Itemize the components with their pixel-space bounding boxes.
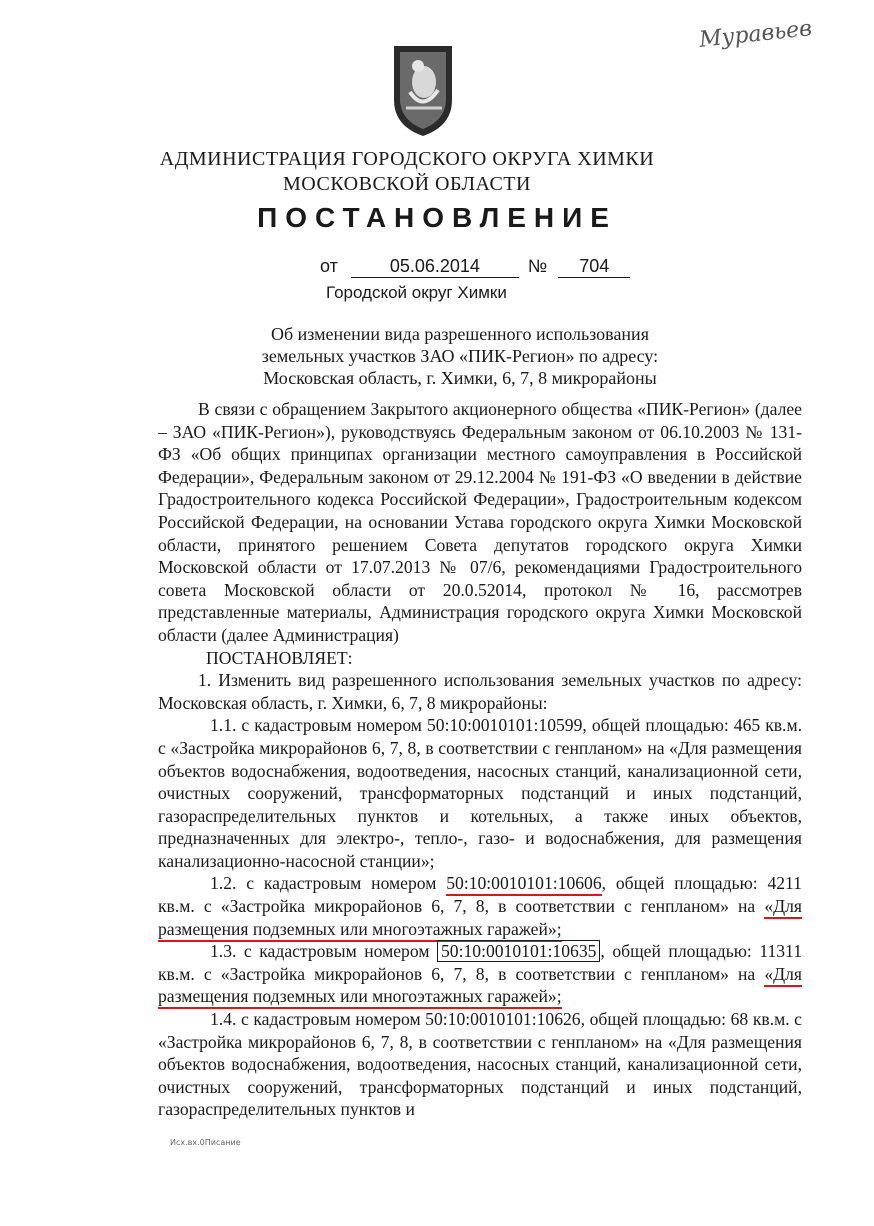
issuer-line-2: МОСКОВСКОЙ ОБЛАСТИ [283,173,531,195]
handwritten-note: Муравьев [697,16,813,53]
item-1-4: 1.4. с кадастровым номером 50:10:0010101:10626, общей площадью: 68 кв.м. с «Застройка микрорайонов 6, 7, 8, в соответствии с генпланом» на «Для размещения объектов водоснабжения, водоотведения, насосных станций, канализационной сети, очистных сооружений, трансформаторных подстанций и иных подстанций, газораспределительных пунктов и [158,1009,802,1120]
number-prefix: № [527,256,548,276]
document-body [158,398,802,1121]
item-1: 1. Изменить вид разрешенного использования земельных участков по адресу: Московская область, г. Химки, 6, 7, 8 микрорайоны: [158,670,802,713]
date-prefix: от [320,256,338,276]
date-number-line [320,256,630,278]
item-1-3-middle: , общей площадью: 11311 кв.м. с «Застройка микрорайонов 6, 7, 8, в соответствии с генпланом» на [158,941,802,984]
item-1-2-cadastral-number: 50:10:0010101:10606 [446,873,601,896]
issuer-line-1: АДМИНИСТРАЦИЯ ГОРОДСКОГО ОКРУГА ХИМКИ [159,148,655,170]
item-1-2-middle: , общей площадью: 4211 кв.м. с «Застройка микрорайонов 6, 7, 8, в соответствии с генпланом» на [158,873,802,917]
document-number: 704 [558,256,630,278]
subject-line-2: земельных участков ЗАО «ПИК-Регион» по адресу: [261,346,659,366]
item-1-3-new-use: «Для размещения подземных или многоэтажных гаражей»; [158,964,802,1010]
resolves-heading: ПОСТАНОВЛЯЕТ: [206,647,353,668]
document-title: ПОСТАНОВЛЕНИЕ [257,202,617,233]
item-1-1: 1.1. с кадастровым номером 50:10:0010101:10599, общей площадью: 465 кв.м. с «Застройка микрорайонов 6, 7, 8, в соответствии с генпланом» на «Для размещения объектов водоснабжения, водоотведения, насосных станций, канализационной сети, очистных сооружений, трансформаторных подстанций и иных подстанций, газораспределительных пунктов и котельных, а также иных объектов, предназначенных для электро-, тепло-, газо- и водоснабжения, для размещения канализационно-насосной станции»; [158,715,802,871]
item-1-3 [158,940,802,1008]
item-1-3-prefix: 1.3. с кадастровым номером [210,941,437,962]
preamble-paragraph: В связи с обращением Закрытого акционерного общества «ПИК-Регион» (далее – ЗАО «ПИК-Регион»), руководствуясь Федеральным законом от 06.10.2003 № 131-ФЗ «Об общих принципах организации местного самоуправления в Российской Федерации», Федеральным законом от 29.12.2004 № 191-ФЗ «О введении в действие Градостроительного кодекса Российской Федерации», Градостроительным кодексом Российской Федерации, на основании Устава городского округа Химки Московской области, принятого решением Совета депутатов городского округа Химки Московской области от 17.07.2013 № 07/6, рекомендациями Градостроительного совета Московской области от 20.0.52014, протокол № 16, рассмотрев представленные материалы, Администрация городского округа Химки Московской области (далее Администрация) [158,399,802,645]
item-1-2-new-use: «Для размещения подземных или многоэтажных гаражей»; [158,896,802,942]
subject-line-3: Московская область, г. Химки, 6, 7, 8 микрорайоны [263,368,657,388]
item-1-2-prefix: 1.2. с кадастровым номером [210,873,447,894]
item-1-3-cadastral-number: 50:10:0010101:10635 [437,940,600,962]
document-date: 05.06.2014 [351,256,519,278]
subject-heading [230,323,690,389]
coat-of-arms-emblem [388,42,458,138]
footer-note: Исх.вх.0Писание [170,1138,241,1147]
item-1-2 [158,872,802,940]
city-name: Городской округ Химки [326,283,507,302]
subject-line-1: Об изменении вида разрешенного использования [271,324,649,344]
